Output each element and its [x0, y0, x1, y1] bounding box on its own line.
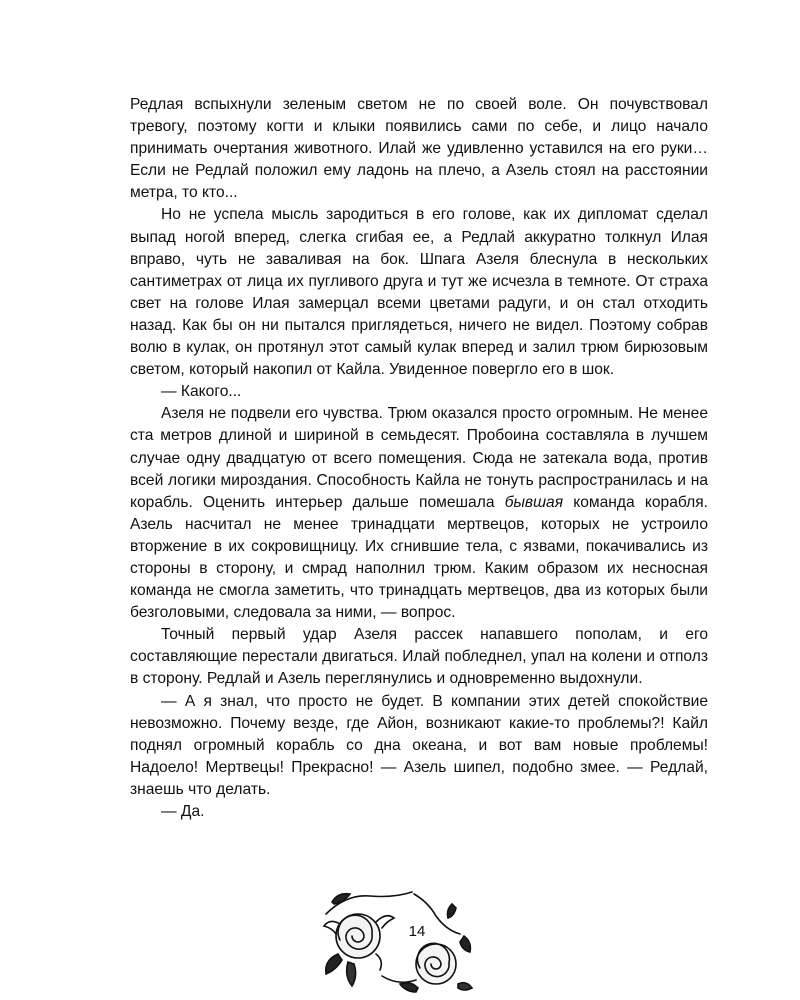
page-text [130, 94, 708, 823]
paragraph-6: — А я знал, что просто не будет. В компании этих детей спокойствие невозможно. Почему везде, где Айон, возникают какие-то проблемы?! Кайл поднял огромный корабль со дна океана, и вот вам новые проблемы! Надоело! Мертвецы! Прекрасно! — Азель шипел, подобно змее. — Редлай, знаешь что делать. [130, 692, 708, 798]
paragraph-1: Редлая вспыхнули зеленым светом не по своей воле. Он почувствовал тревогу, поэтому когти и клыки появились сами по себе, и лицо начало принимать очертания животного. Илай же удивленно уставился на его руки… Если не Редлай положил ему ладонь на плечо, а Азель стоял на расстоянии метра, то кто... [130, 96, 708, 202]
paragraph-4-after: команда корабля. Азель насчитал не менее тринадцати мертвецов, которых не устроило вторжение в их сокровищницу. Их сгнившие тела, с язвами, покачивались из стороны в сторону, и смрад наполнил трюм. Каким образом их несносная команда не смогла заметить, что тринадцать мертвецов, два из которых были безголовыми, следовала за ними, — вопрос. [130, 493, 708, 622]
paragraph-7: — Да. [161, 803, 205, 820]
paragraph-4 [130, 403, 708, 624]
paragraph-4-before: Азеля не подвели его чувства. Трюм оказался просто огромным. Не менее ста метров длиной и шириной в семьдесят. Пробоина составляла в лучшем случае одну двадцатую от всего помещения. Сюда не затекала вода, против всей логики мироздания. Способность Кайла не тонуть распространилась и на корабль. Оценить интерьер дальше помешала [130, 405, 708, 511]
paragraph-3: — Какого... [161, 383, 242, 401]
paragraph-2: Но не успела мысль зародиться в его голове, как их дипломат сделал выпад ногой вперед, слегка сгибая ее, а Редлай аккуратно толкнул Илая вправо, чуть не заваливая на бок. Шпага Азеля блеснула в нескольких сантиметрах от лица их пугливого друга и тут же исчезла в темноте. От страха свет на голове Илая замерцал всеми цветами радуги, и он стал отходить назад. Как бы он ни пытался приглядеться, ничего не видел. Поэтому собрав волю в кулак, он протянул этот самый кулак вперед и залил трюм бирюзовым светом, который накопил от Кайла. Увиденное повергло его в шок. [130, 206, 708, 379]
paragraph-4-emphasis: бывшая [504, 493, 564, 511]
page-number: 14 [404, 923, 430, 940]
rose-ornament-icon [318, 884, 478, 1000]
paragraph-5: Точный первый удар Азеля рассек напавшего пополам, и его составляющие перестали двигаться. Илай побледнел, упал на колени и отполз в сторону. Редлай и Азель переглянулись и одновременно выдохнули. [130, 626, 708, 688]
